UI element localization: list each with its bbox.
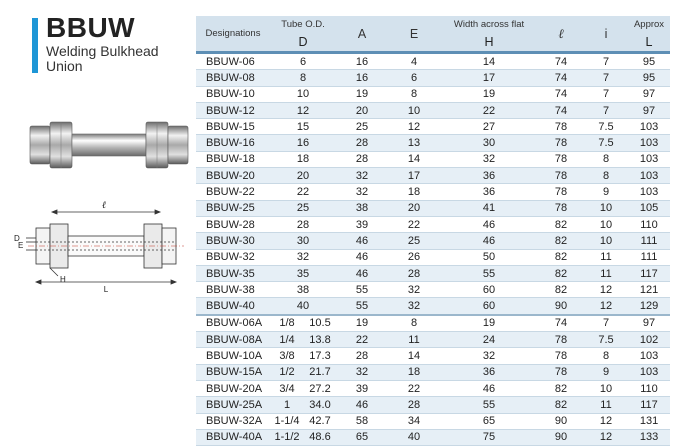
cell-e: 10 bbox=[388, 102, 440, 118]
cell-e: 11 bbox=[388, 332, 440, 348]
cell-approx-l: 102 bbox=[628, 332, 670, 348]
cell-approx-l: 97 bbox=[628, 102, 670, 118]
product-name: Welding Bulkhead Union bbox=[46, 43, 159, 74]
cell-h: 32 bbox=[440, 151, 538, 167]
cell-h: 50 bbox=[440, 249, 538, 265]
cell-h: 30 bbox=[440, 135, 538, 151]
cell-tube-od-mm: 27.2 bbox=[304, 380, 336, 396]
cell-e: 28 bbox=[388, 397, 440, 413]
cell-des: BBUW-15 bbox=[196, 119, 270, 135]
cell-des: BBUW-38 bbox=[196, 282, 270, 298]
table-row bbox=[196, 298, 670, 315]
cell-l-small: 74 bbox=[538, 70, 584, 86]
cell-h: 14 bbox=[440, 54, 538, 70]
cell-tube-od-inch: 1-1/4 bbox=[270, 413, 304, 429]
cell-tube-od-inch: 3/4 bbox=[270, 380, 304, 396]
cell-i: 7 bbox=[584, 315, 628, 332]
spec-table bbox=[196, 16, 670, 446]
cell-approx-l: 111 bbox=[628, 233, 670, 249]
cell-des: BBUW-28 bbox=[196, 216, 270, 232]
cell-l-small: 82 bbox=[538, 233, 584, 249]
table-row bbox=[196, 200, 670, 216]
header-l-small: ℓ bbox=[538, 16, 584, 53]
cell-des: BBUW-40A bbox=[196, 429, 270, 445]
cell-approx-l: 129 bbox=[628, 298, 670, 315]
cell-a: 16 bbox=[336, 54, 388, 70]
cell-des: BBUW-25 bbox=[196, 200, 270, 216]
table-row bbox=[196, 332, 670, 348]
cell-l-small: 78 bbox=[538, 200, 584, 216]
header-tube-od: Tube O.D. bbox=[270, 16, 336, 32]
cell-e: 26 bbox=[388, 249, 440, 265]
accent-bar bbox=[32, 18, 38, 73]
cell-tube-od: 10 bbox=[270, 86, 336, 102]
cell-tube-od: 6 bbox=[270, 54, 336, 70]
cell-approx-l: 97 bbox=[628, 86, 670, 102]
cell-a: 65 bbox=[336, 429, 388, 445]
cell-h: 27 bbox=[440, 119, 538, 135]
cell-i: 10 bbox=[584, 200, 628, 216]
cell-h: 19 bbox=[440, 315, 538, 332]
table-row bbox=[196, 86, 670, 102]
table-row bbox=[196, 70, 670, 86]
table-row bbox=[196, 102, 670, 118]
cell-tube-od-mm: 34.0 bbox=[304, 397, 336, 413]
cell-approx-l: 95 bbox=[628, 70, 670, 86]
cell-e: 34 bbox=[388, 413, 440, 429]
cell-i: 7.5 bbox=[584, 332, 628, 348]
cell-tube-od-mm: 48.6 bbox=[304, 429, 336, 445]
cell-des: BBUW-35 bbox=[196, 265, 270, 281]
cell-a: 20 bbox=[336, 102, 388, 118]
cell-des: BBUW-20 bbox=[196, 168, 270, 184]
cell-e: 28 bbox=[388, 265, 440, 281]
cell-approx-l: 97 bbox=[628, 315, 670, 332]
cell-h: 55 bbox=[440, 397, 538, 413]
cell-tube-od: 30 bbox=[270, 233, 336, 249]
cell-e: 40 bbox=[388, 429, 440, 445]
cell-i: 11 bbox=[584, 265, 628, 281]
cell-i: 7 bbox=[584, 86, 628, 102]
cell-approx-l: 103 bbox=[628, 135, 670, 151]
cell-approx-l: 117 bbox=[628, 397, 670, 413]
table-row bbox=[196, 168, 670, 184]
cell-h: 24 bbox=[440, 332, 538, 348]
cell-approx-l: 95 bbox=[628, 54, 670, 70]
table-row bbox=[196, 216, 670, 232]
cell-tube-od: 8 bbox=[270, 70, 336, 86]
cell-l-small: 82 bbox=[538, 249, 584, 265]
cell-approx-l: 103 bbox=[628, 348, 670, 364]
cell-h: 65 bbox=[440, 413, 538, 429]
cell-tube-od: 18 bbox=[270, 151, 336, 167]
cell-l-small: 78 bbox=[538, 184, 584, 200]
cell-des: BBUW-30 bbox=[196, 233, 270, 249]
cell-tube-od: 25 bbox=[270, 200, 336, 216]
cell-h: 55 bbox=[440, 265, 538, 281]
cell-i: 12 bbox=[584, 413, 628, 429]
table-row bbox=[196, 429, 670, 445]
cell-tube-od: 40 bbox=[270, 298, 336, 315]
cell-l-small: 82 bbox=[538, 265, 584, 281]
cell-tube-od-mm: 21.7 bbox=[304, 364, 336, 380]
cell-l-small: 90 bbox=[538, 429, 584, 445]
header-approx-sub: L bbox=[628, 32, 670, 53]
cell-e: 12 bbox=[388, 119, 440, 135]
cell-a: 46 bbox=[336, 249, 388, 265]
cell-a: 32 bbox=[336, 184, 388, 200]
cell-a: 46 bbox=[336, 397, 388, 413]
cell-approx-l: 105 bbox=[628, 200, 670, 216]
cell-tube-od-inch: 1/8 bbox=[270, 315, 304, 332]
cell-a: 22 bbox=[336, 332, 388, 348]
cell-des: BBUW-16 bbox=[196, 135, 270, 151]
cell-des: BBUW-06A bbox=[196, 315, 270, 332]
table-row bbox=[196, 413, 670, 429]
table-row bbox=[196, 233, 670, 249]
cell-l-small: 74 bbox=[538, 54, 584, 70]
cell-approx-l: 131 bbox=[628, 413, 670, 429]
dim-l-label: L bbox=[103, 285, 109, 294]
cell-e: 18 bbox=[388, 184, 440, 200]
cell-i: 7.5 bbox=[584, 119, 628, 135]
header-wrench-sub: H bbox=[440, 32, 538, 53]
dim-length-label: ℓ bbox=[101, 200, 107, 211]
cell-l-small: 82 bbox=[538, 216, 584, 232]
metric-rows bbox=[196, 54, 670, 315]
cell-a: 55 bbox=[336, 282, 388, 298]
cell-h: 36 bbox=[440, 184, 538, 200]
cell-l-small: 78 bbox=[538, 119, 584, 135]
table-row bbox=[196, 397, 670, 413]
cell-h: 22 bbox=[440, 102, 538, 118]
cell-a: 32 bbox=[336, 364, 388, 380]
cell-e: 18 bbox=[388, 364, 440, 380]
technical-drawing bbox=[8, 198, 192, 294]
cell-i: 11 bbox=[584, 249, 628, 265]
cell-e: 32 bbox=[388, 298, 440, 315]
cell-h: 46 bbox=[440, 216, 538, 232]
cell-l-small: 90 bbox=[538, 298, 584, 315]
cell-approx-l: 111 bbox=[628, 249, 670, 265]
cell-l-small: 90 bbox=[538, 413, 584, 429]
cell-des: BBUW-18 bbox=[196, 151, 270, 167]
cell-tube-od-mm: 42.7 bbox=[304, 413, 336, 429]
table-row bbox=[196, 348, 670, 364]
cell-e: 4 bbox=[388, 54, 440, 70]
cell-i: 9 bbox=[584, 364, 628, 380]
cell-h: 46 bbox=[440, 233, 538, 249]
cell-a: 16 bbox=[336, 70, 388, 86]
cell-e: 17 bbox=[388, 168, 440, 184]
cell-i: 7.5 bbox=[584, 135, 628, 151]
cell-e: 32 bbox=[388, 282, 440, 298]
cell-i: 11 bbox=[584, 397, 628, 413]
table-row bbox=[196, 380, 670, 396]
cell-des: BBUW-08 bbox=[196, 70, 270, 86]
cell-a: 38 bbox=[336, 200, 388, 216]
cell-approx-l: 103 bbox=[628, 364, 670, 380]
cell-tube-od-mm: 10.5 bbox=[304, 315, 336, 332]
table-row bbox=[196, 249, 670, 265]
table-row bbox=[196, 135, 670, 151]
cell-h: 19 bbox=[440, 86, 538, 102]
cell-i: 7 bbox=[584, 54, 628, 70]
cell-h: 60 bbox=[440, 282, 538, 298]
cell-i: 8 bbox=[584, 348, 628, 364]
cell-l-small: 78 bbox=[538, 151, 584, 167]
cell-e: 13 bbox=[388, 135, 440, 151]
cell-i: 9 bbox=[584, 184, 628, 200]
cell-e: 6 bbox=[388, 70, 440, 86]
cell-a: 46 bbox=[336, 233, 388, 249]
cell-a: 25 bbox=[336, 119, 388, 135]
cell-tube-od: 32 bbox=[270, 249, 336, 265]
cell-des: BBUW-22 bbox=[196, 184, 270, 200]
cell-i: 7 bbox=[584, 102, 628, 118]
cell-approx-l: 117 bbox=[628, 265, 670, 281]
cell-des: BBUW-10A bbox=[196, 348, 270, 364]
cell-l-small: 82 bbox=[538, 397, 584, 413]
cell-des: BBUW-08A bbox=[196, 332, 270, 348]
cell-e: 14 bbox=[388, 151, 440, 167]
cell-a: 19 bbox=[336, 315, 388, 332]
cell-a: 28 bbox=[336, 151, 388, 167]
cell-l-small: 82 bbox=[538, 380, 584, 396]
cell-i: 10 bbox=[584, 216, 628, 232]
cell-l-small: 78 bbox=[538, 364, 584, 380]
cell-tube-od-inch: 3/8 bbox=[270, 348, 304, 364]
cell-h: 60 bbox=[440, 298, 538, 315]
cell-i: 7 bbox=[584, 70, 628, 86]
cell-tube-od: 35 bbox=[270, 265, 336, 281]
cell-l-small: 78 bbox=[538, 332, 584, 348]
product-photo bbox=[28, 112, 190, 178]
header-a: A bbox=[336, 16, 388, 53]
cell-e: 22 bbox=[388, 216, 440, 232]
cell-a: 55 bbox=[336, 298, 388, 315]
table-row bbox=[196, 54, 670, 70]
cell-des: BBUW-15A bbox=[196, 364, 270, 380]
table-row bbox=[196, 282, 670, 298]
cell-des: BBUW-20A bbox=[196, 380, 270, 396]
cell-i: 8 bbox=[584, 151, 628, 167]
cell-des: BBUW-10 bbox=[196, 86, 270, 102]
cell-tube-od: 20 bbox=[270, 168, 336, 184]
cell-l-small: 74 bbox=[538, 315, 584, 332]
cell-h: 75 bbox=[440, 429, 538, 445]
cell-tube-od: 38 bbox=[270, 282, 336, 298]
table-row bbox=[196, 315, 670, 332]
header-designations: Designations bbox=[196, 16, 270, 53]
table-row bbox=[196, 151, 670, 167]
product-code: BBUW bbox=[46, 12, 136, 43]
cell-e: 14 bbox=[388, 348, 440, 364]
cell-e: 22 bbox=[388, 380, 440, 396]
cell-des: BBUW-12 bbox=[196, 102, 270, 118]
cell-l-small: 74 bbox=[538, 86, 584, 102]
cell-approx-l: 133 bbox=[628, 429, 670, 445]
cell-e: 25 bbox=[388, 233, 440, 249]
cell-h: 41 bbox=[440, 200, 538, 216]
cell-a: 32 bbox=[336, 168, 388, 184]
header-i: i bbox=[584, 16, 628, 53]
cell-tube-od: 16 bbox=[270, 135, 336, 151]
cell-l-small: 78 bbox=[538, 348, 584, 364]
dim-e-label: E bbox=[18, 241, 24, 250]
header-row-top bbox=[196, 16, 670, 32]
cell-tube-od: 15 bbox=[270, 119, 336, 135]
cell-tube-od-inch: 1-1/2 bbox=[270, 429, 304, 445]
cell-approx-l: 103 bbox=[628, 151, 670, 167]
cell-i: 10 bbox=[584, 380, 628, 396]
cell-h: 36 bbox=[440, 168, 538, 184]
cell-a: 39 bbox=[336, 380, 388, 396]
cell-e: 8 bbox=[388, 315, 440, 332]
table-row bbox=[196, 265, 670, 281]
cell-l-small: 74 bbox=[538, 102, 584, 118]
table-row bbox=[196, 364, 670, 380]
cell-tube-od-inch: 1 bbox=[270, 397, 304, 413]
cell-tube-od: 22 bbox=[270, 184, 336, 200]
cell-a: 28 bbox=[336, 348, 388, 364]
cell-i: 8 bbox=[584, 168, 628, 184]
cell-h: 36 bbox=[440, 364, 538, 380]
cell-tube-od-inch: 1/4 bbox=[270, 332, 304, 348]
cell-approx-l: 110 bbox=[628, 216, 670, 232]
cell-l-small: 82 bbox=[538, 282, 584, 298]
header-e: E bbox=[388, 16, 440, 53]
cell-h: 32 bbox=[440, 348, 538, 364]
cell-i: 12 bbox=[584, 282, 628, 298]
cell-a: 19 bbox=[336, 86, 388, 102]
cell-a: 28 bbox=[336, 135, 388, 151]
cell-e: 20 bbox=[388, 200, 440, 216]
cell-i: 10 bbox=[584, 233, 628, 249]
cell-h: 46 bbox=[440, 380, 538, 396]
cell-a: 58 bbox=[336, 413, 388, 429]
cell-des: BBUW-40 bbox=[196, 298, 270, 315]
cell-a: 39 bbox=[336, 216, 388, 232]
dim-h-label: H bbox=[60, 275, 66, 284]
cell-l-small: 78 bbox=[538, 168, 584, 184]
header-tube-od-sub: D bbox=[270, 32, 336, 53]
header-wrench: Width across flat bbox=[440, 16, 538, 32]
cell-a: 46 bbox=[336, 265, 388, 281]
cell-e: 8 bbox=[388, 86, 440, 102]
cell-h: 17 bbox=[440, 70, 538, 86]
cell-approx-l: 103 bbox=[628, 184, 670, 200]
cell-tube-od-inch: 1/2 bbox=[270, 364, 304, 380]
cell-des: BBUW-32A bbox=[196, 413, 270, 429]
cell-i: 12 bbox=[584, 429, 628, 445]
cell-i: 12 bbox=[584, 298, 628, 315]
cell-tube-od: 12 bbox=[270, 102, 336, 118]
cell-approx-l: 103 bbox=[628, 119, 670, 135]
cell-tube-od: 28 bbox=[270, 216, 336, 232]
table-row bbox=[196, 184, 670, 200]
cell-tube-od-mm: 13.8 bbox=[304, 332, 336, 348]
cell-l-small: 78 bbox=[538, 135, 584, 151]
cell-des: BBUW-06 bbox=[196, 54, 270, 70]
table-row bbox=[196, 119, 670, 135]
cell-approx-l: 110 bbox=[628, 380, 670, 396]
cell-tube-od-mm: 17.3 bbox=[304, 348, 336, 364]
header-approx: Approx bbox=[628, 16, 670, 32]
cell-des: BBUW-25A bbox=[196, 397, 270, 413]
inch-rows bbox=[196, 315, 670, 446]
cell-des: BBUW-32 bbox=[196, 249, 270, 265]
cell-approx-l: 103 bbox=[628, 168, 670, 184]
dim-d-label: D bbox=[14, 234, 20, 243]
cell-approx-l: 121 bbox=[628, 282, 670, 298]
